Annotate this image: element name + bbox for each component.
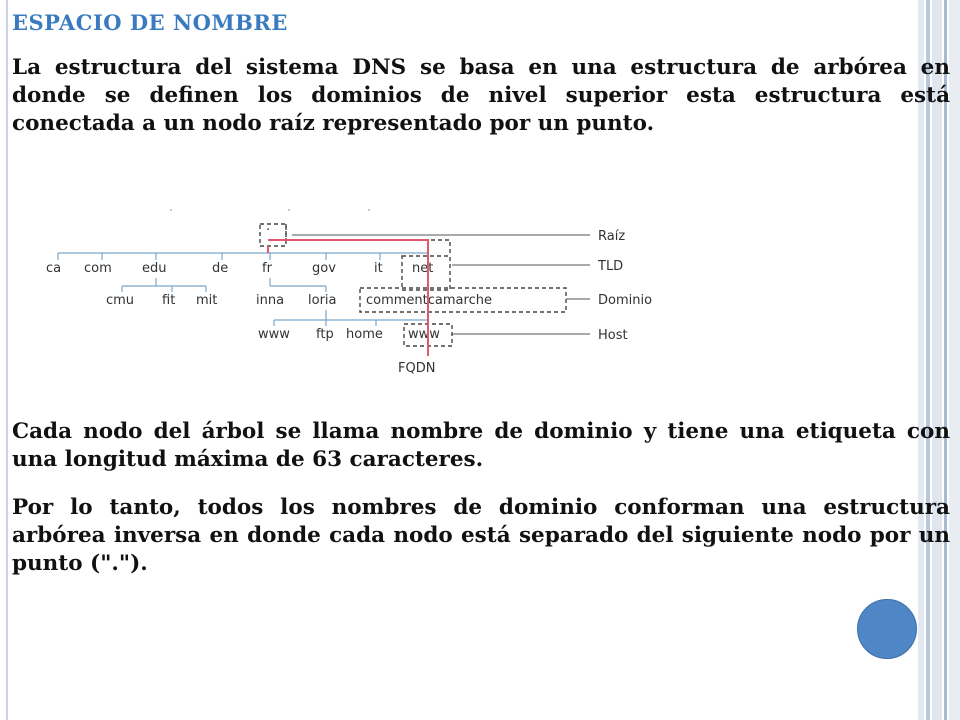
paragraph-dns-structure: La estructura del sistema DNS se basa en una estructura de arbórea en donde se definen los dominios de nivel superior esta estructura está conectada a un nodo raíz representado por un punto.: [12, 55, 950, 136]
domain-node-fit: fit: [162, 293, 176, 308]
paragraph-node-label: Cada nodo del árbol se llama nombre de dominio y tiene una etiqueta con una longitud máxima de 63 caracteres.: [12, 419, 950, 472]
dns-tree-diagram: [30, 200, 700, 378]
level-label-tld: TLD: [598, 259, 624, 274]
level-label-domain: Dominio: [598, 293, 653, 308]
root-node: .: [266, 219, 271, 234]
domain-node-cmu: cmu: [106, 293, 135, 308]
domain-node-commentcamarche: commentcamarche: [366, 293, 492, 308]
tld-node-ca: ca: [46, 261, 62, 276]
left-border-rule: [6, 0, 8, 720]
domain-node-inna: inna: [256, 293, 285, 308]
decorative-circle: [857, 599, 917, 659]
tld-node-fr: fr: [262, 261, 272, 276]
host-node-home: home: [346, 327, 383, 342]
slide-title: ESPACIO DE NOMBRE: [12, 10, 288, 35]
level-label-root: Raíz: [598, 229, 626, 244]
paragraph-inverse-tree: Por lo tanto, todos los nombres de dominio conforman una estructura arbórea inversa en donde cada nodo está separado del siguiente nodo por un punto (".").: [12, 495, 950, 576]
fqdn-label: FQDN: [398, 361, 436, 376]
domain-node-loria: loria: [308, 293, 337, 308]
host-node-www-fqdn: www: [408, 327, 440, 342]
level-label-host: Host: [598, 328, 628, 343]
tld-node-com: com: [84, 261, 112, 276]
tld-node-gov: gov: [312, 261, 336, 276]
tld-node-it: it: [374, 261, 383, 276]
tld-node-de: de: [212, 261, 229, 276]
host-node-ftp: ftp: [316, 327, 334, 342]
tld-node-edu: edu: [142, 261, 167, 276]
domain-node-mit: mit: [196, 293, 218, 308]
tld-node-net: net: [412, 261, 434, 276]
host-node-www: www: [258, 327, 290, 342]
